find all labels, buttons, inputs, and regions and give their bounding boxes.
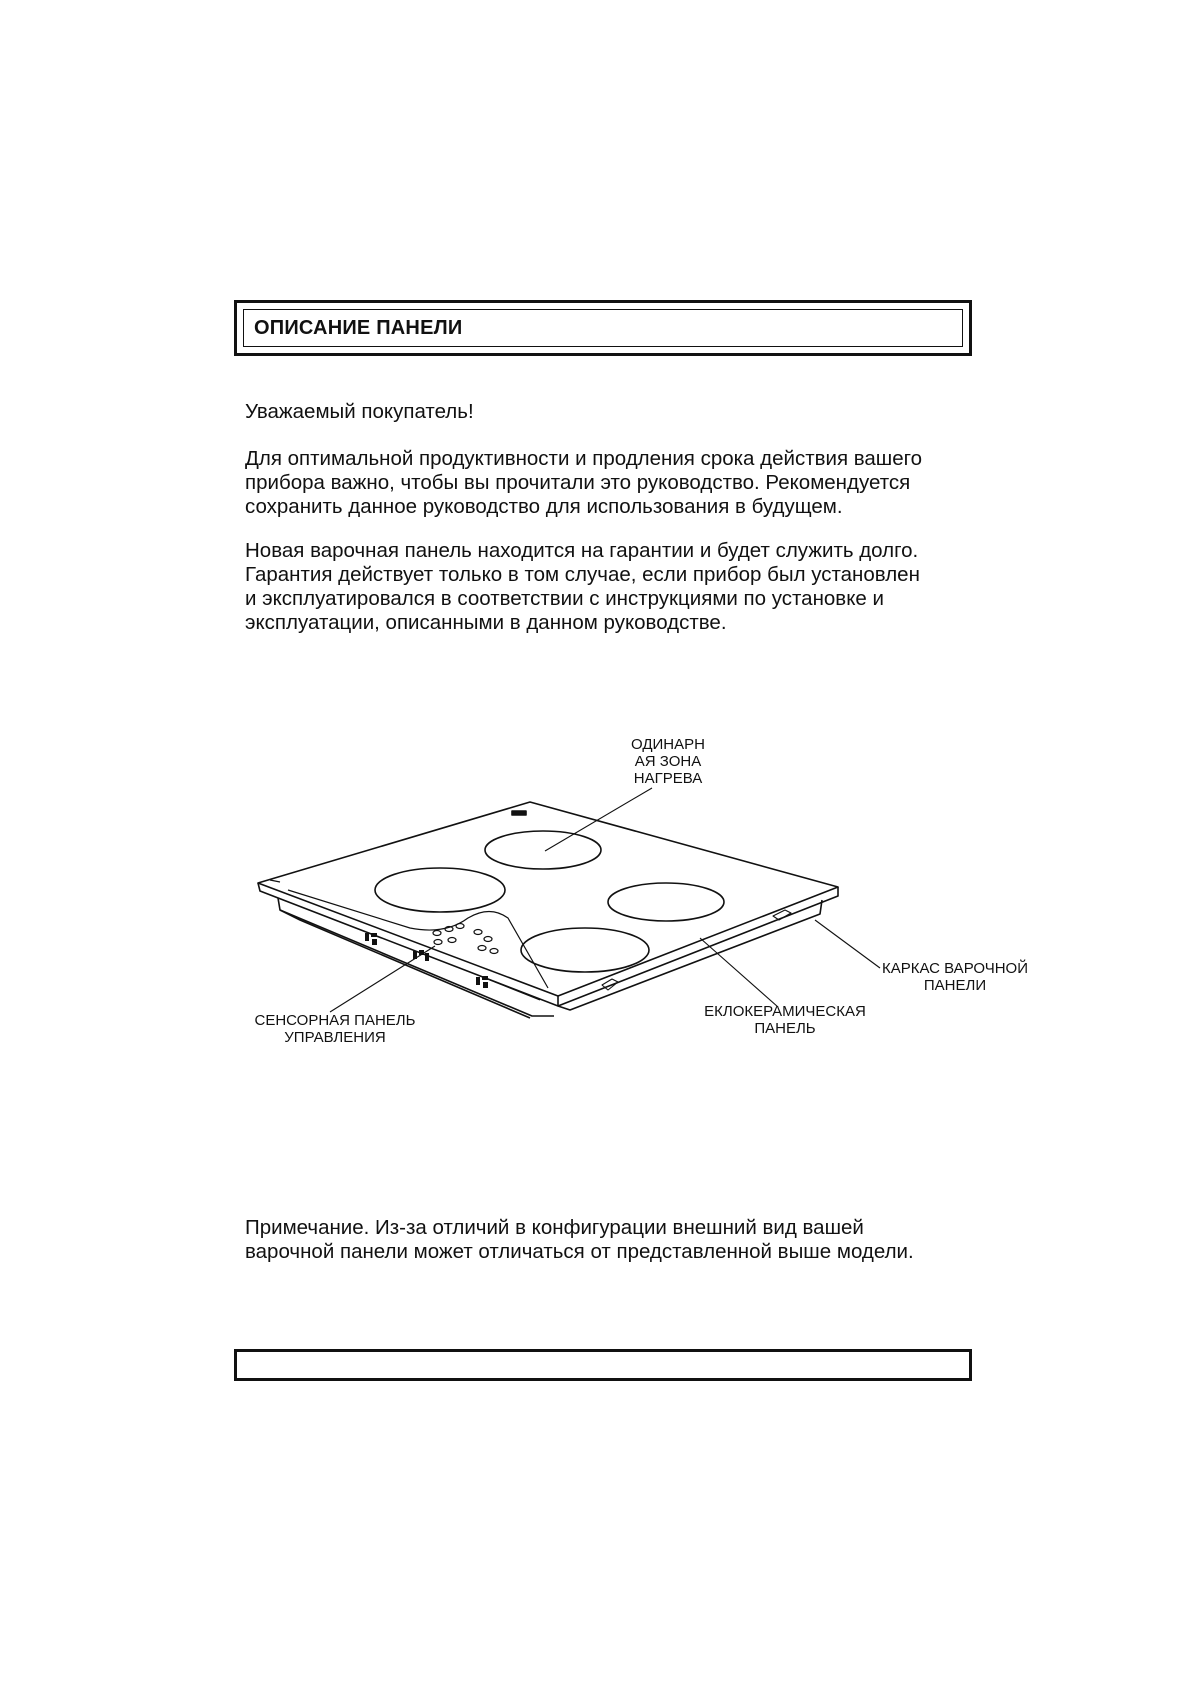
front-displays	[365, 933, 488, 988]
label-line: ПАНЕЛЬ	[754, 1020, 816, 1037]
cooking-zone-right	[608, 883, 724, 921]
label-glass-ceramic	[680, 1003, 890, 1037]
paragraph-line: Гарантия действует только в том случае, если прибор был установлен	[245, 563, 920, 586]
label-hob-frame	[870, 960, 1040, 994]
label-line: ЕКЛОКЕРАМИЧЕСКАЯ	[704, 1003, 866, 1020]
label-single-zone	[608, 736, 728, 787]
leader-line-glass	[700, 938, 778, 1007]
section-title-inner-frame	[243, 309, 963, 347]
note-line: варочной панели может отличаться от представленной выше модели.	[245, 1240, 914, 1263]
note-line: Примечание. Из-за отличий в конфигурации внешний вид вашей	[245, 1216, 864, 1239]
cooking-zone-rear	[485, 831, 601, 869]
control-area-outline	[288, 890, 548, 988]
label-line: СЕНСОРНАЯ ПАНЕЛЬ	[254, 1012, 416, 1029]
hob-diagram	[240, 720, 1060, 1060]
glass-front-left-edge	[258, 883, 558, 1006]
label-touch-panel	[240, 1012, 430, 1046]
paragraph-line: эксплуатации, описанными в данном руководстве.	[245, 611, 727, 634]
touch-buttons	[433, 924, 498, 954]
cooking-zone-left	[375, 868, 505, 912]
paragraph-line: и эксплуатировался в соответствии с инструкциями по установке и	[245, 587, 884, 610]
note-paragraph	[245, 1216, 985, 1264]
leader-line-single-zone	[545, 788, 652, 851]
label-line: АЯ ЗОНА	[634, 753, 702, 770]
footer-frame	[234, 1349, 972, 1381]
paragraph-line: Для оптимальной продуктивности и продления срока действия вашего	[245, 447, 923, 470]
glass-edge-stripe	[270, 880, 280, 882]
section-title-frame	[234, 300, 972, 356]
intro-paragraph-2	[245, 539, 985, 635]
glass-edge-stripe-right	[490, 980, 540, 1000]
greeting	[245, 400, 985, 424]
label-line: УПРАВЛЕНИЯ	[284, 1029, 386, 1046]
section-title: ОПИСАНИЕ ПАНЕЛИ	[254, 316, 463, 339]
cooking-zone-front	[521, 928, 649, 972]
glass-front-right-edge	[558, 887, 838, 1006]
intro-paragraph-1	[245, 447, 985, 519]
label-line: КАРКАС ВАРОЧНОЙ	[882, 960, 1028, 977]
paragraph-line: сохранить данное руководство для использования в будущем.	[245, 495, 843, 518]
indicator-mark	[512, 811, 526, 815]
paragraph-line: прибора важно, чтобы вы прочитали это руководство. Рекомендуется	[245, 471, 911, 494]
greeting-text: Уважаемый покупатель!	[245, 400, 474, 423]
label-line: ОДИНАРН	[631, 736, 705, 753]
paragraph-line: Новая варочная панель находится на гарантии и будет служить долго.	[245, 539, 919, 562]
label-line: НАГРЕВА	[633, 770, 703, 787]
label-line: ПАНЕЛИ	[923, 977, 987, 994]
